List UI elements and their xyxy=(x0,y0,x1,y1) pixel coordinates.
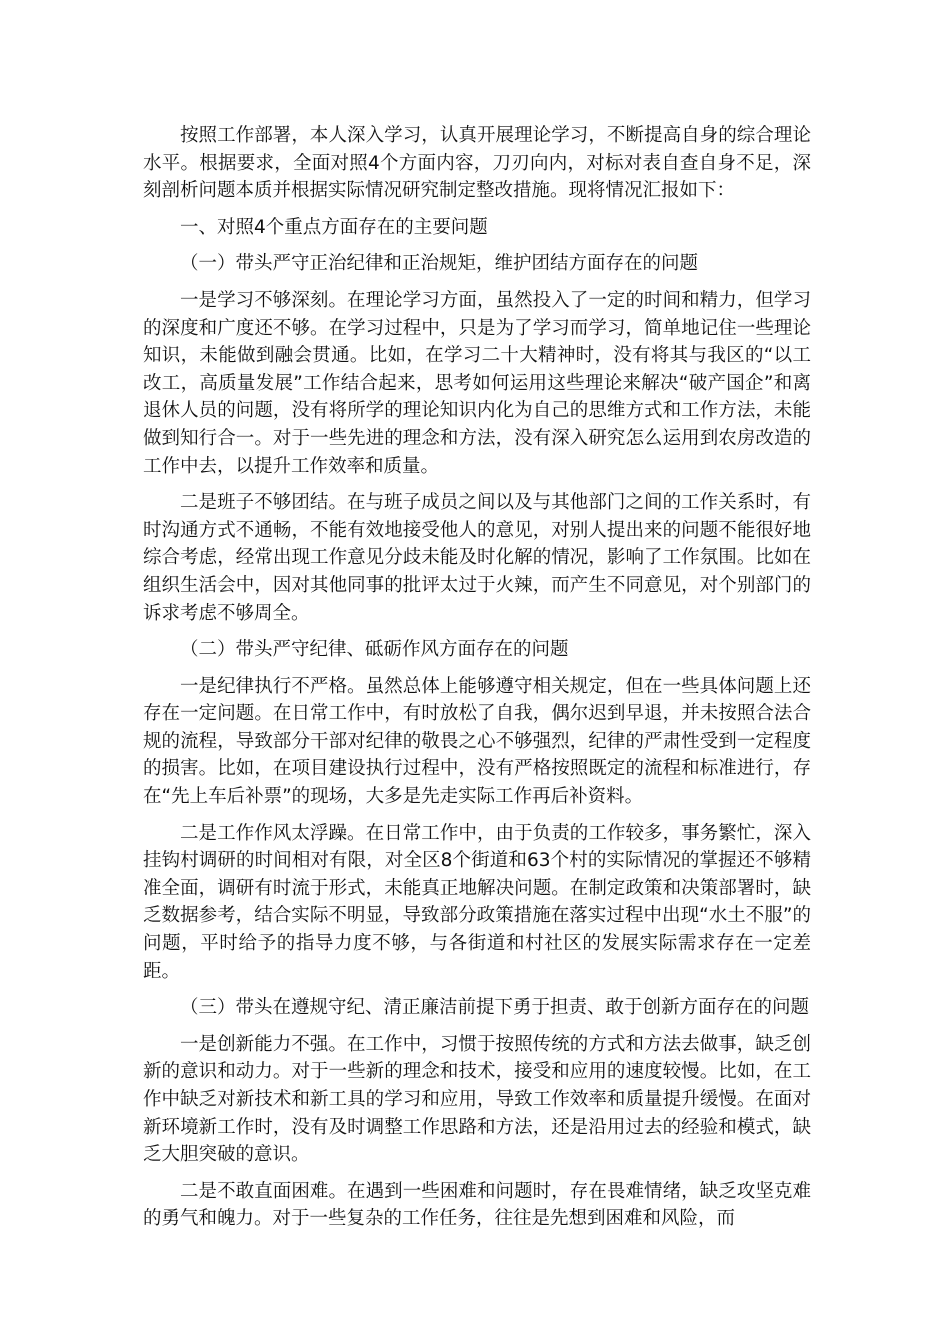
subsection-heading-1: （一）带头严守正治纪律和正治规矩，维护团结方面存在的问题 xyxy=(180,253,699,275)
paragraph-study: 一是学习不够深刻。在理论学习方面，虽然投入了一定的时间和精力，但学习的深度和广度还不够。在学习过程中，只是为了学习而学习，简单地记住一些理论知识，未能做到融会贯通。比如，在学习二十大精神时，没有将其与我区的“以工改工，高质量发展”工作结合起来，思考如何运用这些理论来解决“破产国企”和离退休人员的问题，没有将所学的理论知识内化为自己的思维方式和工作方法，未能做到知行合一。对于一些先进的理念和方法，没有深入研究怎么运用到农房改造的工作中去，以提升工作效率和质量。 xyxy=(143,289,811,477)
document-body xyxy=(143,122,811,1242)
paragraph-unity: 二是班子不够团结。在与班子成员之间以及与其他部门之间的工作关系时，有时沟通方式不通畅，不能有效地接受他人的意见，对别人提出来的问题不能很好地综合考虑，经常出现工作意见分歧未能及时化解的情况，影响了工作氛围。比如在组织生活会中，因对其他同事的批评太过于火辣，而产生不同意见，对个别部门的诉求考虑不够周全。 xyxy=(143,492,811,624)
subsection-heading-3: （三）带头在遵规守纪、清正廉洁前提下勇于担责、敢于创新方面存在的问题 xyxy=(180,997,810,1019)
paragraph-discipline: 一是纪律执行不严格。虽然总体上能够遵守相关规定，但在一些具体问题上还存在一定问题。在日常工作中，有时放松了自我，偶尔迟到早退，并未按照合法合规的流程，导致部分干部对纪律的敬畏之心不够强烈，纪律的严肃性受到一定程度的损害。比如，在项目建设执行过程中，没有严格按照既定的流程和标准进行，存在“先上车后补票”的现场，大多是先走实际工作再后补资料。 xyxy=(143,675,811,808)
paragraph-work-style: 二是工作作风太浮躁。在日常工作中，由于负责的工作较多，事务繁忙，深入挂钩村调研的时间相对有限，对全区8个街道和63个村的实际情况的掌握还不够精准全面，调研有时流于形式，未能真正地解决问题。在制定政策和决策部署时，缺乏数据参考，结合实际不明显，导致部分政策措施在落实过程中出现“水土不服”的问题，平时给予的指导力度不够，与各街道和村社区的发展实际需求存在一定差距。 xyxy=(143,822,811,982)
paragraph-difficulty: 二是不敢直面困难。在遇到一些困难和问题时，存在畏难情绪，缺乏攻坚克难的勇气和魄力。对于一些复杂的工作任务，往往是先想到困难和风险，而 xyxy=(143,1180,811,1230)
section-heading-1: 一、对照4个重点方面存在的主要问题 xyxy=(180,216,488,238)
subsection-heading-2: （二）带头严守纪律、砥砺作风方面存在的问题 xyxy=(180,639,569,661)
intro-paragraph: 按照工作部署，本人深入学习，认真开展理论学习，不断提高自身的综合理论水平。根据要求，全面对照4个方面内容，刀刃向内，对标对表自查自身不足，深刻剖析问题本质并根据实际情况研究制定整改措施。现将情况汇报如下： xyxy=(143,125,811,202)
paragraph-innovation: 一是创新能力不强。在工作中，习惯于按照传统的方式和方法去做事，缺乏创新的意识和动力。对于一些新的理念和技术，接受和应用的速度较慢。比如，在工作中缺乏对新技术和新工具的学习和应用，导致工作效率和质量提升缓慢。在面对新环境新工作时，没有及时调整工作思路和方法，还是沿用过去的经验和模式，缺乏大胆突破的意识。 xyxy=(143,1033,811,1166)
